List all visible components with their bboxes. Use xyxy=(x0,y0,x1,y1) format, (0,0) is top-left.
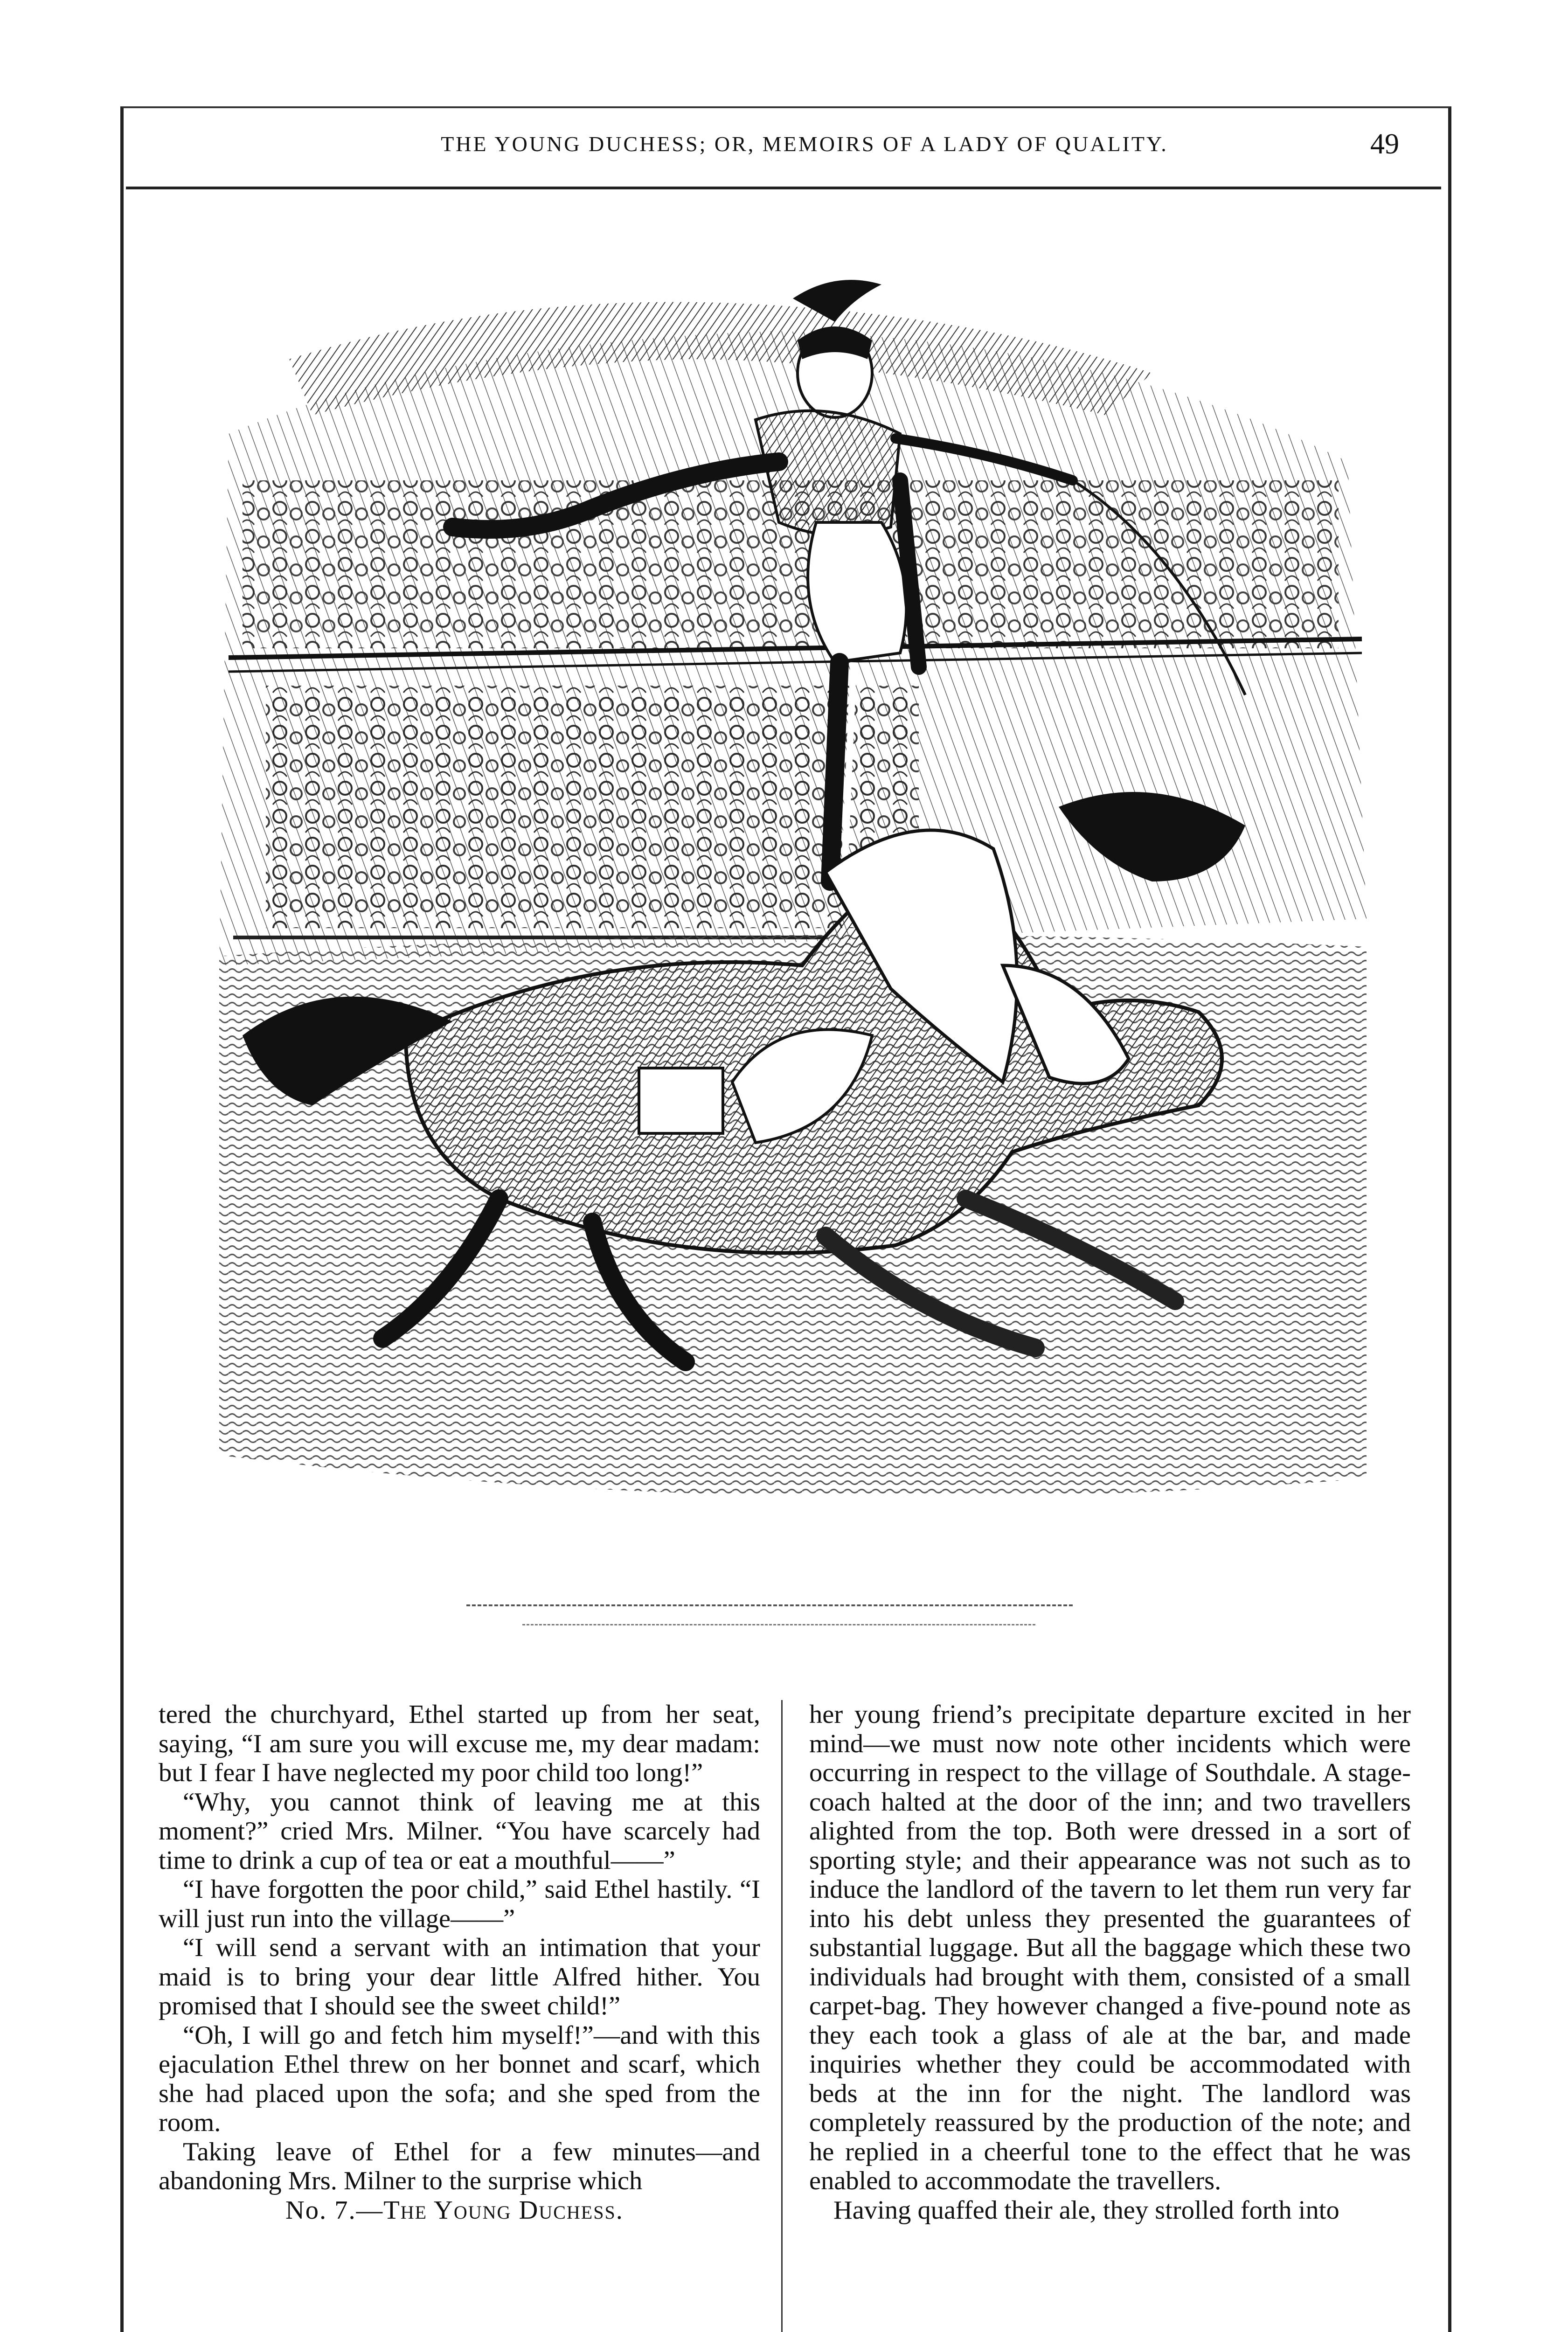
left-paragraph-2: “Why, you cannot think of leaving me at this moment?” cried Mrs. Milner. “You have scarcely had time to drink a cup of tea or eat a mouthful——” xyxy=(159,1787,760,1875)
circus-equestrienne-engraving xyxy=(173,219,1395,1590)
right-column xyxy=(809,1700,1411,2225)
right-paragraph-1: her young friend’s precipitate departure excited in her mind—we must now note other incidents which were occurring in respect to the village of Southdale. A stage-coach halted at the door of the inn; and two travellers alighted from the top. Both were dressed in a sort of sporting style; and their appearance was not such as to induce the landlord of the tavern to let them run very far into his debt unless they presented the guarantees of substantial luggage. But all the baggage which these two individuals had brought with them, consisted of a small carpet-bag. They however changed a five-pound note as they each took a glass of ale at the bar, and made inquiries whether they could be accommodated with beds at the inn for the night. The landlord was completely reassured by the production of the note; and he replied in a cheerful tone to the effect that he was enabled to accommodate the travellers. xyxy=(809,1700,1411,2195)
text-columns xyxy=(159,1700,1413,2332)
ornament-rule-top xyxy=(466,1604,1073,1606)
header-rule xyxy=(126,187,1441,189)
column-divider xyxy=(781,1700,783,2332)
left-paragraph-6: Taking leave of Ethel for a few minutes—and abandoning Mrs. Milner to the surprise which xyxy=(159,2137,760,2195)
running-title: THE YOUNG DUCHESS; OR, MEMOIRS OF A LADY OF QUALITY. xyxy=(441,132,1168,156)
left-paragraph-3: “I have forgotten the poor child,” said Ethel hastily. “I will just run into the village——” xyxy=(159,1875,760,1933)
signature-line xyxy=(159,2196,760,2225)
right-paragraph-2: Having quaffed their ale, they strolled forth into xyxy=(833,2195,1339,2225)
engraving-image xyxy=(173,219,1395,1590)
page-number: 49 xyxy=(1370,128,1399,160)
left-paragraph-4: “I will send a servant with an intimation that your maid is to bring your dear little Alfred hither. You promised that I should see the sweet child!” xyxy=(159,1933,760,2020)
running-head xyxy=(126,128,1441,187)
left-paragraph-5: “Oh, I will go and fetch him myself!”—and with this ejaculation Ethel threw on her bonnet and scarf, which she had placed upon the sofa; and she sped from the room. xyxy=(159,2020,760,2137)
ornament-rule-bottom xyxy=(522,1624,1035,1625)
left-paragraph-1: tered the churchyard, Ethel started up from her seat, saying, “I am sure you will excuse me, my dear madam: but I fear I have neglected my poor child too long!” xyxy=(159,1700,760,1787)
left-column xyxy=(159,1700,760,2225)
signature-title: The Young Duchess. xyxy=(383,2195,624,2225)
signature-number: No. 7.— xyxy=(285,2195,384,2225)
